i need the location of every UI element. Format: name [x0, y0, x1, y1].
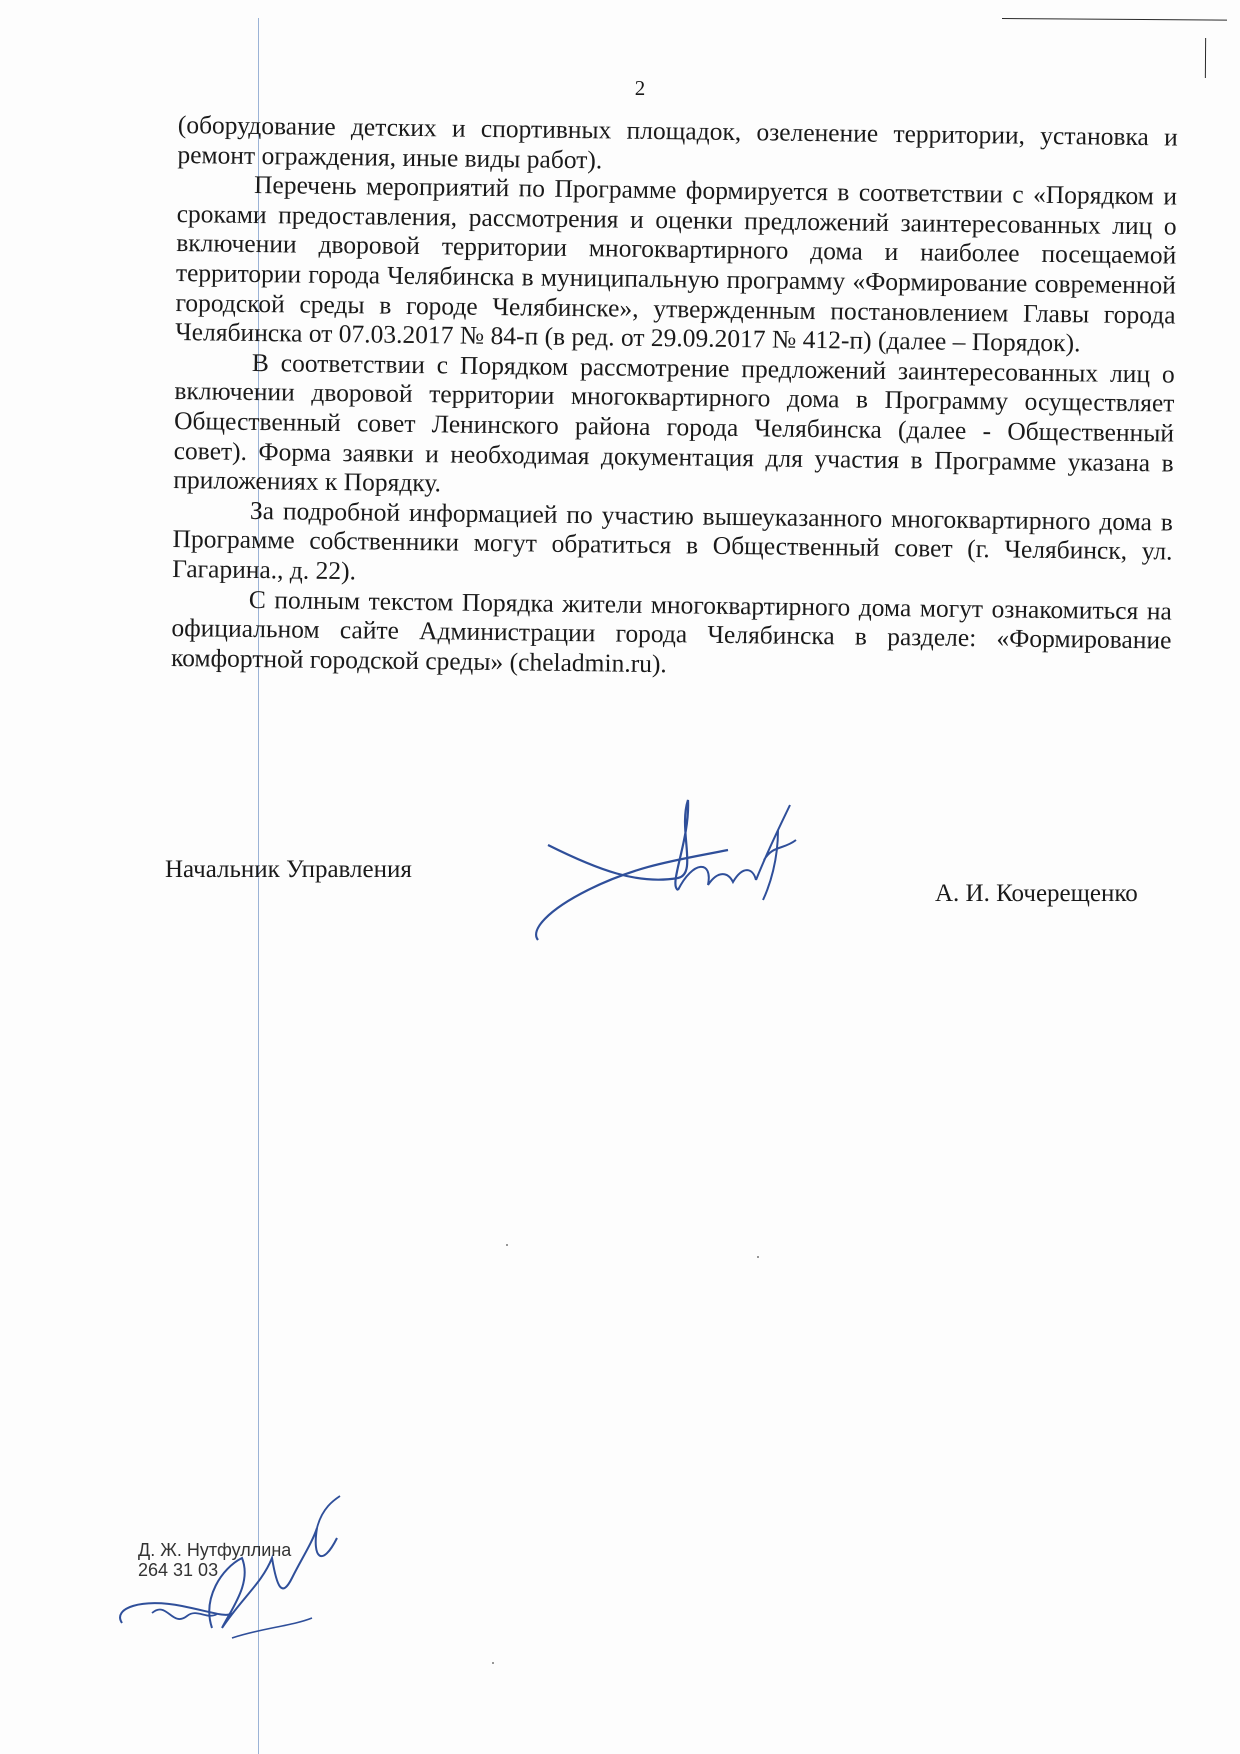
paragraph-1: (оборудование детских и спортивных площадок, озеленение территории, установка и ремонт ограждения, иные виды работ).: [177, 110, 1178, 174]
signatory-role: Начальник Управления: [165, 856, 412, 883]
paragraph-4: За подробной информацией по участию вышеуказанного многоквартирного дома в Программе собственники могут обратиться в Общественный совет (г. Челябинск, ул. Гагарина., д. 22).: [172, 495, 1174, 586]
executor-phone: 264 31 03: [138, 1560, 219, 1580]
letter-body: [171, 110, 1178, 685]
paragraph-2: Перечень мероприятий по Программе формируется в соответствии с «Порядком и сроками предоставления, рассмотрения и оценки предложений заинтересованных лиц о включении дворовой территории многоквартирного дома и наиболее посещаемой территории города Челябинска в муниципальную программу «Формирование современной городской среды в городе Челябинске», утвержденным постановлением Главы города Челябинска от 07.03.2017 № 84-п (в ред. от 29.09.2017 № 412-п) (далее – Порядок).: [175, 170, 1178, 358]
top-right-tick: [1205, 38, 1206, 78]
scan-speck: [492, 1662, 494, 1664]
head-signature: [528, 790, 828, 950]
scan-speck: [757, 1256, 759, 1258]
executor-signature: [112, 1488, 372, 1658]
page-number: 2: [634, 76, 646, 100]
scan-speck: [506, 1244, 508, 1246]
signatory-name: А. И. Кочерещенко: [935, 880, 1138, 907]
top-right-rule: [1002, 18, 1227, 21]
paragraph-3: В соответствии с Порядком рассмотрение предложений заинтересованных лиц о включении дворовой территории многоквартирного дома в Программу осуществляет Общественный совет Ленинского района города Челябинска (далее - Общественный совет). Форма заявки и необходимая документация для участия в Программе указана в приложениях к Порядку.: [173, 347, 1175, 498]
executor-name: Д. Ж. Нутфуллина: [138, 1540, 292, 1560]
paragraph-5: С полным текстом Порядка жители многоквартирного дома могут ознакомиться на официальном сайте Администрации города Челябинска в разделе: «Формирование комфортной городской среды» (cheladmin.ru).: [170, 584, 1172, 678]
